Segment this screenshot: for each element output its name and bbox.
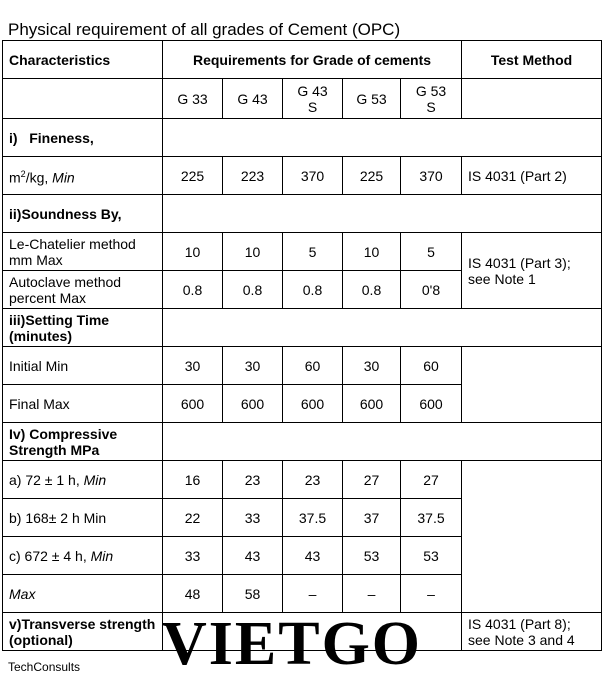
table-cell: 5	[401, 233, 462, 271]
table-cell: 33	[163, 537, 223, 575]
row-label: Initial Min	[3, 347, 163, 385]
transverse-test: IS 4031 (Part 8); see Note 3 and 4	[462, 613, 602, 651]
grade-header: G 43	[223, 79, 283, 119]
table-cell: 30	[163, 347, 223, 385]
table-cell: 53	[343, 537, 401, 575]
setting-heading: iii)Setting Time (minutes)	[3, 309, 163, 347]
table-cell: 30	[343, 347, 401, 385]
table-cell: –	[401, 575, 462, 613]
table-cell: 37.5	[283, 499, 343, 537]
empty-cell	[163, 423, 602, 461]
table-cell: 43	[223, 537, 283, 575]
empty-cell	[462, 79, 602, 119]
soundness-heading: ii)Soundness By,	[3, 195, 163, 233]
grade-header: G 53	[343, 79, 401, 119]
soundness-row	[3, 233, 602, 271]
table-cell: 48	[163, 575, 223, 613]
compressive-row	[3, 461, 602, 499]
table-cell: 23	[223, 461, 283, 499]
fineness-test: IS 4031 (Part 2)	[462, 157, 602, 195]
grade-header: G 43 S	[283, 79, 343, 119]
table-cell: 0'8	[401, 271, 462, 309]
table-cell: 27	[343, 461, 401, 499]
table-cell: 5	[283, 233, 343, 271]
row-label: Le-Chatelier method mm Max	[3, 233, 163, 271]
row-label: Max	[3, 575, 163, 613]
footer-credit: TechConsults	[8, 660, 81, 674]
table-cell: 43	[283, 537, 343, 575]
test-method-header: Test Method	[462, 41, 602, 79]
page-title: Physical requirement of all grades of Cement (OPC)	[8, 20, 401, 39]
table-cell: 33	[223, 499, 283, 537]
vietgo-watermark: VIETGO	[161, 610, 423, 678]
row-label: b) 168± 2 h Min	[3, 499, 163, 537]
empty-cell	[163, 309, 602, 347]
table-cell: 10	[163, 233, 223, 271]
table-cell: 600	[163, 385, 223, 423]
header-row	[3, 41, 602, 79]
table-cell: 223	[223, 157, 283, 195]
table-cell: 600	[343, 385, 401, 423]
table-cell: 600	[223, 385, 283, 423]
table-cell: 22	[163, 499, 223, 537]
table-cell: 60	[401, 347, 462, 385]
table-cell: 0.8	[283, 271, 343, 309]
table-cell: 0.8	[223, 271, 283, 309]
row-label: c) 672 ± 4 h, Min	[3, 537, 163, 575]
compressive-heading: Iv) Compressive Strength MPa	[3, 423, 163, 461]
fineness-heading: i) Fineness,	[3, 119, 163, 157]
table-cell: 53	[401, 537, 462, 575]
soundness-heading-row	[3, 195, 602, 233]
transverse-heading: v)Transverse strength (optional)	[3, 613, 163, 651]
table-cell: 225	[163, 157, 223, 195]
fineness-heading-row	[3, 119, 602, 157]
requirements-header: Requirements for Grade of cements	[163, 41, 462, 79]
empty-cell	[462, 347, 602, 423]
table-cell: 10	[343, 233, 401, 271]
table-cell: –	[343, 575, 401, 613]
empty-cell	[3, 79, 163, 119]
grade-header: G 53 S	[401, 79, 462, 119]
row-label: Final Max	[3, 385, 163, 423]
row-label: a) 72 ± 1 h, Min	[3, 461, 163, 499]
empty-cell	[462, 461, 602, 613]
table-cell: 23	[283, 461, 343, 499]
table-cell: 37.5	[401, 499, 462, 537]
grade-header: G 33	[163, 79, 223, 119]
setting-row	[3, 347, 602, 385]
table-cell: 225	[343, 157, 401, 195]
empty-cell	[163, 195, 602, 233]
table-cell: 16	[163, 461, 223, 499]
table-cell: 0.8	[343, 271, 401, 309]
fineness-unit: $m^2/kg$, Min	[3, 157, 163, 195]
table-cell: 30	[223, 347, 283, 385]
requirements-table	[2, 40, 602, 651]
table-cell: 0.8	[163, 271, 223, 309]
fineness-row	[3, 157, 602, 195]
table-cell: 58	[223, 575, 283, 613]
empty-cell	[163, 119, 602, 157]
soundness-test: IS 4031 (Part 3); see Note 1	[462, 233, 602, 309]
grades-row	[3, 79, 602, 119]
characteristics-header: Characteristics	[3, 41, 163, 79]
setting-heading-row	[3, 309, 602, 347]
table-cell: 37	[343, 499, 401, 537]
table-cell: 10	[223, 233, 283, 271]
table-cell: 27	[401, 461, 462, 499]
table-cell: 600	[283, 385, 343, 423]
table-cell: 60	[283, 347, 343, 385]
table-cell: 370	[401, 157, 462, 195]
table-cell: 370	[283, 157, 343, 195]
table-cell: 600	[401, 385, 462, 423]
table-cell: –	[283, 575, 343, 613]
row-label: Autoclave method percent Max	[3, 271, 163, 309]
compressive-heading-row	[3, 423, 602, 461]
